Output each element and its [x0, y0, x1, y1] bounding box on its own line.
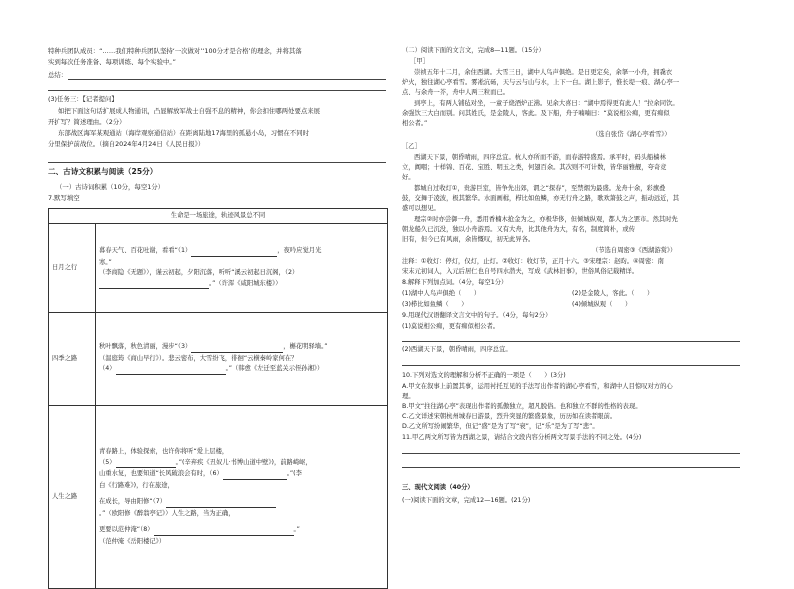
table-row	[49, 313, 388, 406]
intro-line-2: 实到每次任务准备、每项训练、每个实验中。”	[48, 58, 176, 66]
row2-line3b: 。”（韩愈《左迁至蓝关示侄孙湘》）	[225, 365, 324, 373]
yi-line-9: 旧有，但今已有风雨，余皆慨叹，初无此异各。	[402, 236, 535, 243]
blank-6[interactable]	[223, 470, 287, 480]
q10-option-c[interactable]: C.乙文详述宋朝杭州城春日游景，烈升突显的繁盛景象，历历如在读者眼前。	[402, 413, 617, 420]
jia-line-1: 崇祯五年十二月，余住西湖。大雪三日，湖中人鸟声俱绝。是日更定矣，余拏一小舟，拥毳衣	[414, 69, 673, 76]
blank-7[interactable]	[166, 498, 276, 508]
blank-1[interactable]	[191, 247, 277, 257]
q12-title: (一)阅读下面的文章，完成12—16题。(21分)	[402, 497, 531, 504]
task3-title: (3)任务三：【记者提问】	[48, 95, 118, 103]
q8-item-2[interactable]: (2)是金陵人，客此。（ ）	[572, 290, 654, 297]
yi-line-5: 鼓，交舞于凌波，极其繁华。水面画楫，栉比如鱼鳞，亦无行舟之路，歌欢箫鼓之声，振动远近，其	[402, 195, 680, 202]
row3-line1: 青春路上，体验探索，也许你将听“爱上层楼，	[99, 448, 229, 455]
summary-answer-line[interactable]	[68, 79, 386, 80]
row-content-sun-moon	[96, 224, 388, 313]
table-row	[49, 406, 388, 589]
yi-source: （节选自周密③《西湖游赏》）	[592, 247, 677, 254]
jia-line-3: 点、与余舟一芥，舟中人两三粒而已。	[402, 89, 510, 96]
summary-label: 总结：	[48, 71, 68, 79]
task3-para-4: 分里保护前战位。（摘自2024年4月24日《人民日报》）	[48, 140, 205, 148]
row2-line1: 秋叶飘落，秋色清丽，漫步“（3）	[99, 343, 192, 351]
row3-line6: 更要以范仲淹“（8）	[99, 526, 154, 533]
row3-line7: （范仲淹《岳阳楼记》）	[99, 537, 166, 545]
q8-item-3[interactable]: (3)栉比如鱼鳞（ ）	[402, 301, 468, 308]
yi-line-1: 西湖天下景，朝昏晴雨，四序总宜。杭人亦所而不游，而春游特盛焉。承平时，码头船樯林	[414, 154, 666, 161]
table-header: 生命是一场旅途，轨迹风景总不同	[49, 209, 388, 224]
row3-line5b: 。”（欧阳修《醉翁亭记》）人生之路，当为正确，	[99, 509, 235, 517]
q10-option-a-cont: 理。	[402, 393, 415, 400]
task3-para-2: 开扩写？简述理由。（2分）	[48, 118, 126, 126]
blank-2[interactable]	[99, 280, 209, 290]
q9-title: 9.用现代汉语翻译文言文中的句子。（4分，每句2分）	[402, 312, 552, 319]
row3-line4: 白《行路难》)，行在旅途，	[99, 481, 174, 489]
row3-line2b: 。”(辛弃疾《丑奴儿·书博山道中壁》)，前路崎岖，	[175, 458, 312, 466]
row-label-life-road: 人生之路	[49, 406, 96, 589]
jia-line-2: 炉火，独往湖心亭看雪。雾凇沆砀，天与云与山与水，上下一白。湖上影子，惟长堤一痕、湖心亭一	[402, 79, 680, 86]
blank-3[interactable]	[191, 343, 283, 353]
row2-line1b: ，槲花明驿墙。”	[283, 343, 328, 351]
q8-item-1[interactable]: (1)湖中人鸟声俱绝（ ）	[402, 290, 481, 297]
q10-option-a[interactable]: A.甲文在叙事上前置其事，运用衬托互见的手法写出作者的湖心亭看雪，和湖中人目惊叹对方的心	[402, 383, 673, 390]
jia-line-6: 相公者。”	[402, 120, 428, 127]
q9-answer-line-1[interactable]	[402, 341, 740, 342]
row1-line1: 暮春天气、百花吐谢，看看“（1）	[99, 247, 192, 254]
q7-title: （一）古诗词积累（10分，每空1分）	[56, 183, 165, 191]
row3-line6b: 。”	[293, 526, 300, 533]
q11-title: 11.甲乙两文所写皆为西湖之景，请结合文段内容分析两文写景手法的不同之处。(4分)	[402, 434, 642, 441]
jia-line-5: 余强饮三大白而别。问其姓氏，是金陵人，客此。及下船，舟子喃喃曰：“莫说相公痴，更有痴似	[402, 110, 670, 117]
row3-line3b: 。”(李	[286, 470, 302, 477]
row-label-sun-moon: 日月之行	[49, 224, 96, 313]
section-3-title: 三、现代文阅读（40分）	[402, 484, 474, 491]
table-row	[49, 224, 388, 313]
blank-5[interactable]	[116, 459, 176, 469]
row3-line5: 在成长，导由阳修“（7）	[99, 498, 167, 505]
row1-line4: 。”（许浑《咸阳城东楼》）	[209, 279, 282, 287]
q8-title: 8.解释下列加点词。（4分，每空1分）	[402, 279, 508, 286]
blank-4[interactable]	[116, 365, 226, 375]
intro-line-1: 特种兵团队成员：“……我们特种兵团队坚持‘一次做对’‘100分才是合格’的理念，并将其落	[48, 47, 302, 55]
passage-yi-label: ［乙］	[402, 143, 421, 150]
yi-line-2: 立，阗咽；十样锦、百花、宝胜、明玉之类，何翅百余。其次则不可计数，皆华丽雅靓，夸奇竞	[402, 164, 667, 171]
yi-line-4: 都城自过收灯①，贵游巨室，皆争先出郊，谓之“探春”，至禁烟为最盛。龙舟十余，彩旗叠	[414, 185, 666, 192]
notes-line-1: 注释：①收灯：停灯，仅灯，止灯。②收灯：收灯节，正月十六。③宋理宗：赵昀。④周密：南	[402, 258, 664, 265]
yi-line-3: 好。	[402, 174, 415, 181]
blank-8[interactable]	[154, 526, 294, 536]
row-content-life-road	[96, 406, 388, 589]
notes-line-2: 宋末元初词人，入元后居仁也自号四水潜夫，写成《武林旧事》，世俗风俗记载精详。	[402, 268, 639, 275]
yi-line-8: 朝龙船久已沉没，独以小舟游焉。又有大舟，比其他舟为大，有名，制度简朴，或传	[402, 226, 635, 233]
summary-answer-line-2[interactable]	[48, 90, 386, 91]
q8-item-4[interactable]: (4)倾城纵观（ ）	[572, 301, 632, 308]
jia-line-4: 到亭上，有两人铺毡对坐，一童子烧酒炉正沸。见余大喜曰：“湖中焉得更有此人！”拉余同饮。	[414, 100, 679, 107]
yi-line-7: 理宗②时亦尝御一舟，悉用香楠木抢金为之，亦极华侈，但倾城纵观，都人为之罢市。然其时先	[414, 216, 678, 223]
q10-title: 10.下列对选文的理解和分析不正确的一项是（ ）(3分)	[402, 372, 566, 379]
task3-para-1: 如把下面这句话扩展成人物通讯，凸显解放军战士自强不息的精神，你会扣住哪两处要点来展	[58, 107, 321, 115]
q9-item-2: (2)西湖天下景，朝昏晴雨，四序总宜。	[402, 346, 512, 353]
q2-title: （二）阅读下面的文言文，完成8—11题。（15分）	[402, 47, 545, 54]
poem-fill-table	[48, 208, 388, 589]
row-label-four-seasons: 四季之路	[49, 313, 96, 406]
q7-subtitle: 7.默写填空	[48, 194, 80, 202]
task3-para-3: 东部战区海军某观通站（海岸观察通信站）在距离陆地17海里的孤悬小岛，习惯在不同时	[58, 129, 309, 137]
q9-answer-line-2[interactable]	[402, 365, 740, 366]
q11-answer-line-2[interactable]	[402, 467, 740, 468]
yi-line-6: 盛可以想见。	[402, 205, 440, 212]
row1-line2: 寒。”	[99, 258, 112, 266]
q10-option-d[interactable]: D.乙文所写纷闹繁华，但记“盛”是为了写“衰”，记“乐”是为了写“悲”。	[402, 423, 599, 430]
jia-source: （选自张岱《湖心亭看雪》）	[592, 131, 671, 138]
row2-line2: （温庭筠《商山早行》）。悲云密布，大雪纷飞，徘徊“云横秦岭家何在？	[99, 354, 298, 362]
section-2-title: 二、古诗文积累与阅读（25分）	[48, 167, 158, 176]
q10-option-b[interactable]: B.甲文“拄往湖心亭”表现出作者的孤傲独立，超凡脱俗。也和独立不群的性格的表现。	[402, 403, 642, 410]
row1-line3: （李商隐《无题》），谨云初起，夕阳沉落，听听“溪云初起日沉阁，（2）	[99, 269, 299, 276]
q9-item-1: (1)莫说相公痴，更有痴似相公者。	[402, 323, 500, 330]
row3-line2: （5）	[99, 458, 116, 466]
q11-answer-line-1[interactable]	[402, 453, 740, 454]
row3-line3: 山重水复，也要知道“长风破浪会有时，（6）	[99, 470, 223, 477]
row2-line3: （4）	[99, 365, 116, 373]
row-content-four-seasons	[96, 313, 388, 406]
task3-answer-line[interactable]	[48, 162, 386, 163]
passage-jia-label: ［甲］	[410, 58, 429, 65]
row1-line1b: ，夜吟应觉月光	[277, 247, 322, 254]
